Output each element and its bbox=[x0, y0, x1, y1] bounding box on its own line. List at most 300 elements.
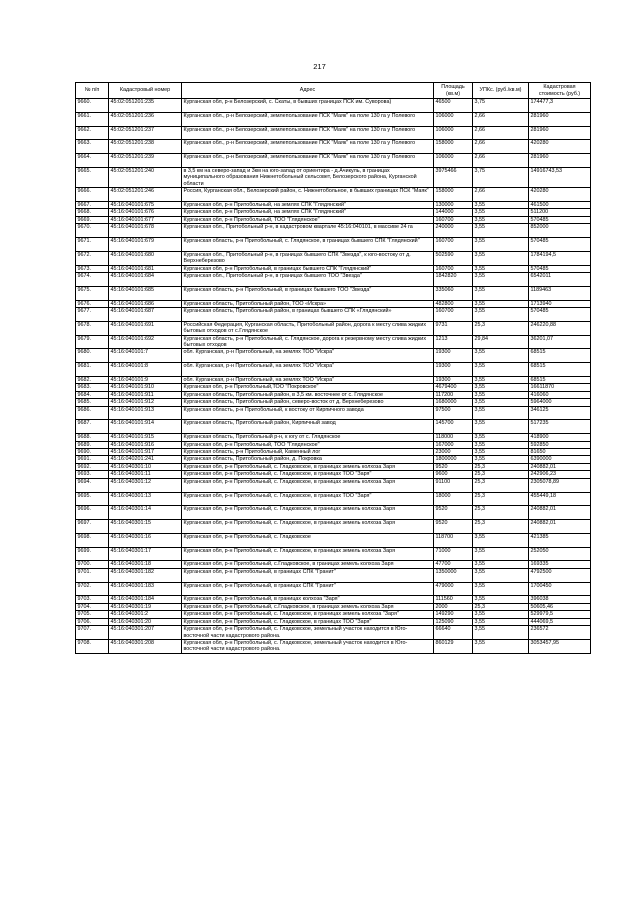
cadastral-value-cell: 240882,01 bbox=[529, 506, 591, 520]
table-row bbox=[76, 568, 591, 582]
cadastral-value-cell: 461500 bbox=[529, 202, 591, 209]
upks-cell: 3,55 bbox=[473, 449, 529, 456]
table-row bbox=[76, 434, 591, 441]
table-row bbox=[76, 363, 591, 377]
row-number-cell: 9688. bbox=[76, 434, 109, 441]
area-cell: 19300 bbox=[434, 363, 473, 377]
cadastral-value-cell: 242906,23 bbox=[529, 471, 591, 478]
table-row bbox=[76, 154, 591, 168]
address-cell: Курганская обл, р-н Притобольный, в границах колхоза "Заря" bbox=[182, 596, 434, 603]
table-row bbox=[76, 391, 591, 398]
table-row bbox=[76, 492, 591, 506]
upks-cell: 3,55 bbox=[473, 384, 529, 391]
upks-cell: 3,55 bbox=[473, 639, 529, 653]
area-cell: 23000 bbox=[434, 449, 473, 456]
cadastral-number-cell: 45:16:040101:678 bbox=[109, 224, 182, 238]
address-cell: в 3,5 км на северо-запад и 3км на юго-запад от ориентира - д.Ачикуль, в границах муниципального образования Нижнетобольный сельсовет, Белозерского района, Курганской области bbox=[182, 167, 434, 187]
area-cell: 19300 bbox=[434, 349, 473, 363]
upks-cell: 3,55 bbox=[473, 273, 529, 287]
upks-cell: 3,55 bbox=[473, 224, 529, 238]
row-number-cell: 9677. bbox=[76, 308, 109, 322]
area-cell: 106000 bbox=[434, 154, 473, 168]
table-row bbox=[76, 209, 591, 216]
address-cell: Курганская область, Притобольный район, северо-восток от д. Верхнеберезово bbox=[182, 399, 434, 406]
row-number-cell: 9697. bbox=[76, 520, 109, 534]
table-row bbox=[76, 561, 591, 568]
address-cell: Курганская обл, р-н Притобольный, в границах СПК "Гранит" bbox=[182, 568, 434, 582]
area-cell: 1842820 bbox=[434, 273, 473, 287]
cadastral-number-cell: 45:02:051201:237 bbox=[109, 126, 182, 140]
upks-cell: 3,55 bbox=[473, 434, 529, 441]
cadastral-value-cell: 1784194,5 bbox=[529, 251, 591, 265]
upks-cell: 2,66 bbox=[473, 126, 529, 140]
upks-cell: 3,55 bbox=[473, 582, 529, 596]
address-cell: Курганская обл, р-н Притобольный, на землях СПК "Глядянский" bbox=[182, 209, 434, 216]
cadastral-number-cell: 45:16:040101:685 bbox=[109, 286, 182, 300]
row-number-cell: 9690. bbox=[76, 449, 109, 456]
area-cell: 149290 bbox=[434, 611, 473, 618]
row-number-cell: 9664. bbox=[76, 154, 109, 168]
table-row bbox=[76, 265, 591, 272]
address-cell: Курганская область, Притобольный район, ТОО «Искра» bbox=[182, 300, 434, 307]
address-cell: Россия, Курганская обл., Белозерский район, с. Нижнетобольное, в бывших границах ПСК "Маяк" bbox=[182, 188, 434, 202]
cadastral-value-cell: 3053457,95 bbox=[529, 639, 591, 653]
area-cell: 9520 bbox=[434, 463, 473, 470]
table-row bbox=[76, 349, 591, 363]
row-number-cell: 9675. bbox=[76, 286, 109, 300]
address-cell: Курганская обл., Притобольный р-н, в границах бывшего СПК "Звезда", к юго-востоку от д. Верхнеберезово bbox=[182, 251, 434, 265]
cadastral-number-cell: 45:02:051201:238 bbox=[109, 140, 182, 154]
cadastral-value-cell: 420280 bbox=[529, 140, 591, 154]
area-cell: 1680000 bbox=[434, 399, 473, 406]
address-cell: обл. Курганская, р-н Притобольный, на землях ТОО "Искра" bbox=[182, 349, 434, 363]
area-cell: 97500 bbox=[434, 406, 473, 420]
area-cell: 144000 bbox=[434, 209, 473, 216]
cadastral-number-cell: 45:16:040101:681 bbox=[109, 265, 182, 272]
cadastral-number-cell: 45:02:051201:236 bbox=[109, 112, 182, 126]
cadastral-number-cell: 45:16:040101:687 bbox=[109, 308, 182, 322]
table-row bbox=[76, 441, 591, 448]
cadastral-value-cell: 252050 bbox=[529, 547, 591, 561]
cadastral-value-cell: 81650 bbox=[529, 449, 591, 456]
cadastral-value-cell: 2305078,89 bbox=[529, 478, 591, 492]
address-cell: Курганская область, р-н Притобольный, с. Глядянское, дорога к резервному месту слива жидких бытовых отходов bbox=[182, 335, 434, 349]
cadastral-value-cell: 418900 bbox=[529, 434, 591, 441]
upks-cell: 25,3 bbox=[473, 471, 529, 478]
table-body bbox=[76, 99, 591, 654]
table-row bbox=[76, 603, 591, 610]
cadastral-number-cell: 45:16:040101:914 bbox=[109, 420, 182, 434]
table-row bbox=[76, 533, 591, 547]
area-cell: 1350000 bbox=[434, 568, 473, 582]
upks-cell: 3,55 bbox=[473, 308, 529, 322]
upks-cell: 3,55 bbox=[473, 202, 529, 209]
cadastral-value-cell: 444069,5 bbox=[529, 618, 591, 625]
upks-cell: 3,55 bbox=[473, 561, 529, 568]
upks-cell: 3,55 bbox=[473, 391, 529, 398]
cadastral-number-cell: 45:16:040101:691 bbox=[109, 321, 182, 335]
address-cell: обл. Курганская, р-н Притобольный, на землях ТОО "Искра" bbox=[182, 377, 434, 384]
address-cell: Курганская обл, р-н Притобольный, на землях СПК "Глядянский" bbox=[182, 202, 434, 209]
address-cell: Курганская обл., р-н Белозерский, землепользование ПСК "Маяк" на поле 130 га у Полевого bbox=[182, 140, 434, 154]
header-cadastral-value: Кадастровая стоимость (руб.) bbox=[529, 83, 591, 99]
address-cell: Курганская обл, р-н Притобольный, ТОО "Глядянское" bbox=[182, 441, 434, 448]
cadastral-value-cell: 570485 bbox=[529, 216, 591, 223]
upks-cell: 3,55 bbox=[473, 286, 529, 300]
table-row bbox=[76, 188, 591, 202]
upks-cell: 3,55 bbox=[473, 596, 529, 603]
address-cell: Курганская обл., р-н Белозерский, землепользование ПСК "Маяк" на поле 130 га у Полевого bbox=[182, 126, 434, 140]
table-row bbox=[76, 238, 591, 252]
table-row bbox=[76, 639, 591, 653]
row-number-cell: 9666. bbox=[76, 188, 109, 202]
cadastral-number-cell: 45:16:040301:13 bbox=[109, 492, 182, 506]
cadastral-number-cell: 45:16:040301:182 bbox=[109, 568, 182, 582]
cadastral-value-cell: 68515 bbox=[529, 349, 591, 363]
table-row bbox=[76, 471, 591, 478]
upks-cell: 3,55 bbox=[473, 456, 529, 463]
upks-cell: 3,55 bbox=[473, 238, 529, 252]
upks-cell: 2,66 bbox=[473, 154, 529, 168]
row-number-cell: 9699. bbox=[76, 547, 109, 561]
area-cell: 9731 bbox=[434, 321, 473, 335]
cadastral-number-cell: 45:16:040301:10 bbox=[109, 463, 182, 470]
cadastral-value-cell: 281960 bbox=[529, 112, 591, 126]
address-cell: Курганская обл, р-н Притобольный, с. Гладковское, земельный участок находится в Юго-восточной части кадастрового района. bbox=[182, 626, 434, 640]
row-number-cell: 9661. bbox=[76, 112, 109, 126]
table-row bbox=[76, 377, 591, 384]
cadastral-value-cell: 517235 bbox=[529, 420, 591, 434]
row-number-cell: 9691. bbox=[76, 456, 109, 463]
table-row bbox=[76, 140, 591, 154]
cadastral-value-cell: 50605,46 bbox=[529, 603, 591, 610]
cadastral-value-cell: 281960 bbox=[529, 154, 591, 168]
header-num: № п/п bbox=[76, 83, 109, 99]
area-cell: 125090 bbox=[434, 618, 473, 625]
area-cell: 9600 bbox=[434, 471, 473, 478]
area-cell: 9520 bbox=[434, 506, 473, 520]
table-row bbox=[76, 626, 591, 640]
cadastral-number-cell: 45:16:040101:915 bbox=[109, 434, 182, 441]
upks-cell: 3,55 bbox=[473, 618, 529, 625]
address-cell: Курганская область, Притобольный район, в границах бывшего СПК «Глядянский» bbox=[182, 308, 434, 322]
table-row bbox=[76, 596, 591, 603]
upks-cell: 3,55 bbox=[473, 420, 529, 434]
cadastral-number-cell: 45:16:040101:7 bbox=[109, 349, 182, 363]
cadastral-value-cell: 36201,07 bbox=[529, 335, 591, 349]
cadastral-value-cell: 416060 bbox=[529, 391, 591, 398]
cadastral-value-cell: 6542011 bbox=[529, 273, 591, 287]
address-cell: Курганская обл., р-н Белозерский, землепользование ПСК "Маяк" на поле 130 га у Полевого bbox=[182, 112, 434, 126]
header-upks: УПКс. (руб./кв.м) bbox=[473, 83, 529, 99]
row-number-cell: 9685. bbox=[76, 399, 109, 406]
address-cell: Курганская обл, р-н Притобольный, с. Гладковское, в границах земель колхоза Заря bbox=[182, 520, 434, 534]
header-address: Адрес bbox=[182, 83, 434, 99]
row-number-cell: 9707. bbox=[76, 626, 109, 640]
table-row bbox=[76, 506, 591, 520]
upks-cell: 25,3 bbox=[473, 478, 529, 492]
upks-cell: 3,55 bbox=[473, 399, 529, 406]
cadastral-number-cell: 45:16:040301:11 bbox=[109, 471, 182, 478]
row-number-cell: 9704. bbox=[76, 603, 109, 610]
cadastral-number-cell: 45:16:040301:20 bbox=[109, 618, 182, 625]
area-cell: 1800000 bbox=[434, 456, 473, 463]
row-number-cell: 9687. bbox=[76, 420, 109, 434]
upks-cell: 3,55 bbox=[473, 547, 529, 561]
cadastral-number-cell: 45:16:040301:183 bbox=[109, 582, 182, 596]
table-row bbox=[76, 611, 591, 618]
cadastral-number-cell: 45:16:040201:241 bbox=[109, 456, 182, 463]
area-cell: 106000 bbox=[434, 126, 473, 140]
table-row bbox=[76, 300, 591, 307]
area-cell: 335060 bbox=[434, 286, 473, 300]
cadastral-number-cell: 45:16:040101:917 bbox=[109, 449, 182, 456]
address-cell: Курганская обл, р-н Притобольный, с. Гладковское, в границах земель колхоза Заря bbox=[182, 478, 434, 492]
address-cell: Курганская обл, р-н Притобольный, с. Гладковское, в границах ТОО "Заря" bbox=[182, 492, 434, 506]
row-number-cell: 9693. bbox=[76, 471, 109, 478]
row-number-cell: 9689. bbox=[76, 441, 109, 448]
area-cell: 4679400 bbox=[434, 384, 473, 391]
cadastral-value-cell: 421385 bbox=[529, 533, 591, 547]
table-row bbox=[76, 99, 591, 113]
cadastral-number-cell: 45:16:040101:686 bbox=[109, 300, 182, 307]
cadastral-value-cell: 236572 bbox=[529, 626, 591, 640]
cadastral-number-cell: 45:16:040101:9 bbox=[109, 377, 182, 384]
cadastral-value-cell: 169335 bbox=[529, 561, 591, 568]
upks-cell: 3,55 bbox=[473, 611, 529, 618]
area-cell: 1213 bbox=[434, 335, 473, 349]
cadastral-value-cell: 420280 bbox=[529, 188, 591, 202]
table-row bbox=[76, 399, 591, 406]
cadastral-number-cell: 45:02:051201:240 bbox=[109, 167, 182, 187]
upks-cell: 2,66 bbox=[473, 188, 529, 202]
cadastral-number-cell: 45:16:040101:910 bbox=[109, 384, 182, 391]
address-cell: Курганская область, р-н Притобольный, к востоку от Кирпичного завода bbox=[182, 406, 434, 420]
area-cell: 160700 bbox=[434, 238, 473, 252]
address-cell: Курганская область, Притобольный район, в 3,5 км. восточнее от с. Глядянское bbox=[182, 391, 434, 398]
area-cell: 106000 bbox=[434, 112, 473, 126]
row-number-cell: 9695. bbox=[76, 492, 109, 506]
area-cell: 47700 bbox=[434, 561, 473, 568]
cadastral-number-cell: 45:16:040101:8 bbox=[109, 363, 182, 377]
address-cell: Курганская область, р-н Притобольный, с. Глядянское, в границах бывшего СПК "Глядянский" bbox=[182, 238, 434, 252]
row-number-cell: 9679. bbox=[76, 335, 109, 349]
address-cell: Курганская обл, р-н Притобольный, с. Гладковское, в границах земель колхоза "Заря" bbox=[182, 611, 434, 618]
address-cell: Курганская обл, р-н Притобольный,ТОО "Покровское" bbox=[182, 384, 434, 391]
address-cell: Курганская обл, р-н Притобольный, с. Гладковское, в границах земель колхоза Заря bbox=[182, 463, 434, 470]
row-number-cell: 9683. bbox=[76, 384, 109, 391]
cadastral-value-cell: 455449,18 bbox=[529, 492, 591, 506]
upks-cell: 25,3 bbox=[473, 603, 529, 610]
row-number-cell: 9696. bbox=[76, 506, 109, 520]
address-cell: Курганская обл, р-н Притобольный, с.Гладковское, в границах земель колхоза Заря bbox=[182, 603, 434, 610]
table-row bbox=[76, 547, 591, 561]
cadastral-number-cell: 45:16:040301:2 bbox=[109, 611, 182, 618]
address-cell: Курганская область, Притобольный район, д. Покровка bbox=[182, 456, 434, 463]
row-number-cell: 9703. bbox=[76, 596, 109, 603]
upks-cell: 25,3 bbox=[473, 463, 529, 470]
cadastral-value-cell: 1189463 bbox=[529, 286, 591, 300]
table-row bbox=[76, 420, 591, 434]
address-cell: Курганская обл, р-н Притобольный, с. Гладковское, в границах земель колхоза Заря bbox=[182, 547, 434, 561]
area-cell: 118700 bbox=[434, 533, 473, 547]
area-cell: 160700 bbox=[434, 308, 473, 322]
table-row bbox=[76, 167, 591, 187]
row-number-cell: 9676. bbox=[76, 300, 109, 307]
cadastral-number-cell: 45:16:040301:19 bbox=[109, 603, 182, 610]
cadastral-value-cell: 396038 bbox=[529, 596, 591, 603]
address-cell: Курганская обл, р-н Притобольный, с. Гладковское, в границах земель колхоза Заря bbox=[182, 506, 434, 520]
row-number-cell: 9663. bbox=[76, 140, 109, 154]
cadastral-value-cell: 6390000 bbox=[529, 456, 591, 463]
address-cell: Курганская обл, р-н Притобольный, с.Гладковское, в границах земель колхоза Заря bbox=[182, 561, 434, 568]
area-cell: 71000 bbox=[434, 547, 473, 561]
table-row bbox=[76, 582, 591, 596]
upks-cell: 3,55 bbox=[473, 568, 529, 582]
cadastral-value-cell: 1713940 bbox=[529, 300, 591, 307]
upks-cell: 29,84 bbox=[473, 335, 529, 349]
cadastral-number-cell: 45:16:040101:679 bbox=[109, 238, 182, 252]
row-number-cell: 9684. bbox=[76, 391, 109, 398]
row-number-cell: 9692. bbox=[76, 463, 109, 470]
upks-cell: 3,55 bbox=[473, 363, 529, 377]
cadastral-value-cell: 511200 bbox=[529, 209, 591, 216]
area-cell: 860129 bbox=[434, 639, 473, 653]
cadastral-value-cell: 1700450 bbox=[529, 582, 591, 596]
table-row bbox=[76, 273, 591, 287]
area-cell: 145700 bbox=[434, 420, 473, 434]
area-cell: 66640 bbox=[434, 626, 473, 640]
table-header-row bbox=[76, 83, 591, 99]
cadastral-value-cell: 68515 bbox=[529, 377, 591, 384]
table-row bbox=[76, 308, 591, 322]
cadastral-number-cell: 45:16:040301:184 bbox=[109, 596, 182, 603]
upks-cell: 3,55 bbox=[473, 533, 529, 547]
row-number-cell: 9686. bbox=[76, 406, 109, 420]
area-cell: 19300 bbox=[434, 377, 473, 384]
cadastral-value-cell: 16611870 bbox=[529, 384, 591, 391]
upks-cell: 3,55 bbox=[473, 209, 529, 216]
row-number-cell: 9667. bbox=[76, 202, 109, 209]
area-cell: 118000 bbox=[434, 434, 473, 441]
cadastral-value-cell: 5964000 bbox=[529, 399, 591, 406]
cadastral-number-cell: 45:16:040301:17 bbox=[109, 547, 182, 561]
address-cell: Курганская область, Притобольный район, Кирпичный завод bbox=[182, 420, 434, 434]
cadastral-value-cell: 852000 bbox=[529, 224, 591, 238]
cadastral-number-cell: 45:16:040101:676 bbox=[109, 209, 182, 216]
upks-cell: 3,55 bbox=[473, 377, 529, 384]
area-cell: 240000 bbox=[434, 224, 473, 238]
cadastral-number-cell: 45:16:040101:677 bbox=[109, 216, 182, 223]
upks-cell: 3,55 bbox=[473, 265, 529, 272]
cadastral-value-cell: 570485 bbox=[529, 265, 591, 272]
table-row bbox=[76, 384, 591, 391]
cadastral-number-cell: 45:16:040301:207 bbox=[109, 626, 182, 640]
area-cell: 160700 bbox=[434, 216, 473, 223]
table-row bbox=[76, 224, 591, 238]
area-cell: 2000 bbox=[434, 603, 473, 610]
upks-cell: 3,75 bbox=[473, 167, 529, 187]
row-number-cell: 9672. bbox=[76, 251, 109, 265]
row-number-cell: 9671. bbox=[76, 238, 109, 252]
table-row bbox=[76, 478, 591, 492]
address-cell: Курганская обл., Притобольный р-н, в границах бывшего ТОО "Звезда" bbox=[182, 273, 434, 287]
page-number: 217 bbox=[313, 62, 326, 71]
upks-cell: 3,55 bbox=[473, 251, 529, 265]
cadastral-value-cell: 346125 bbox=[529, 406, 591, 420]
cadastral-number-cell: 45:16:040101:692 bbox=[109, 335, 182, 349]
area-cell: 482800 bbox=[434, 300, 473, 307]
cadastral-number-cell: 45:16:040301:14 bbox=[109, 506, 182, 520]
table-row bbox=[76, 618, 591, 625]
area-cell: 130000 bbox=[434, 202, 473, 209]
address-cell: Курганская обл, р-н Притобольный, в границах СПК "Гранит" bbox=[182, 582, 434, 596]
row-number-cell: 9660. bbox=[76, 99, 109, 113]
upks-cell: 3,55 bbox=[473, 441, 529, 448]
area-cell: 91100 bbox=[434, 478, 473, 492]
cadastral-value-cell: 174477,3 bbox=[529, 99, 591, 113]
table-row bbox=[76, 126, 591, 140]
row-number-cell: 9670. bbox=[76, 224, 109, 238]
row-number-cell: 9668. bbox=[76, 209, 109, 216]
row-number-cell: 9678. bbox=[76, 321, 109, 335]
address-cell: обл. Курганская, р-н Притобольный, на землях ТОО "Искра" bbox=[182, 363, 434, 377]
row-number-cell: 9665. bbox=[76, 167, 109, 187]
row-number-cell: 9662. bbox=[76, 126, 109, 140]
area-cell: 158000 bbox=[434, 188, 473, 202]
cadastral-number-cell: 45:02:051201:239 bbox=[109, 154, 182, 168]
cadastral-number-cell: 45:16:040301:15 bbox=[109, 520, 182, 534]
address-cell: Курганская обл., р-н Белозерский, землепользование ПСК "Маяк" на поле 130 га у Полевого bbox=[182, 154, 434, 168]
cadastral-value-cell: 592850 bbox=[529, 441, 591, 448]
address-cell: Курганская обл, р-н Притобольный, с. Гладковское, в границах ТОО "Заря" bbox=[182, 618, 434, 625]
cadastral-number-cell: 45:16:040101:916 bbox=[109, 441, 182, 448]
area-cell: 46500 bbox=[434, 99, 473, 113]
upks-cell: 3,55 bbox=[473, 406, 529, 420]
area-cell: 9520 bbox=[434, 520, 473, 534]
address-cell: Российская Федерация, Курганская область, Притобольный район, дорога к месту слива жидких бытовых отходов от с.Глядянское bbox=[182, 321, 434, 335]
row-number-cell: 9700. bbox=[76, 561, 109, 568]
upks-cell: 2,66 bbox=[473, 140, 529, 154]
area-cell: 502590 bbox=[434, 251, 473, 265]
table-row bbox=[76, 202, 591, 209]
cadastral-value-cell: 240882,01 bbox=[529, 520, 591, 534]
upks-cell: 3,55 bbox=[473, 300, 529, 307]
row-number-cell: 9674. bbox=[76, 273, 109, 287]
row-number-cell: 9682. bbox=[76, 377, 109, 384]
area-cell: 3975466 bbox=[434, 167, 473, 187]
row-number-cell: 9706. bbox=[76, 618, 109, 625]
table-row bbox=[76, 112, 591, 126]
cadastral-number-cell: 45:16:040301:12 bbox=[109, 478, 182, 492]
row-number-cell: 9694. bbox=[76, 478, 109, 492]
table-row bbox=[76, 335, 591, 349]
cadastral-number-cell: 45:02:051201:235 bbox=[109, 99, 182, 113]
header-area: Площадь (кв.м) bbox=[434, 83, 473, 99]
upks-cell: 25,3 bbox=[473, 492, 529, 506]
cadastral-value-cell: 570485 bbox=[529, 308, 591, 322]
upks-cell: 2,66 bbox=[473, 112, 529, 126]
row-number-cell: 9698. bbox=[76, 533, 109, 547]
address-cell: Курганская обл, р-н Притобольный, с. Гладковское, в границах ТОО "Заря" bbox=[182, 471, 434, 478]
cadastral-number-cell: 45:16:040301:18 bbox=[109, 561, 182, 568]
table-row bbox=[76, 216, 591, 223]
cadastral-number-cell: 45:16:040101:912 bbox=[109, 399, 182, 406]
cadastral-value-cell: 4792500 bbox=[529, 568, 591, 582]
address-cell: Курганская область, р-н Притобольный, Каменный лог bbox=[182, 449, 434, 456]
upks-cell: 3,55 bbox=[473, 349, 529, 363]
row-number-cell: 9701. bbox=[76, 568, 109, 582]
